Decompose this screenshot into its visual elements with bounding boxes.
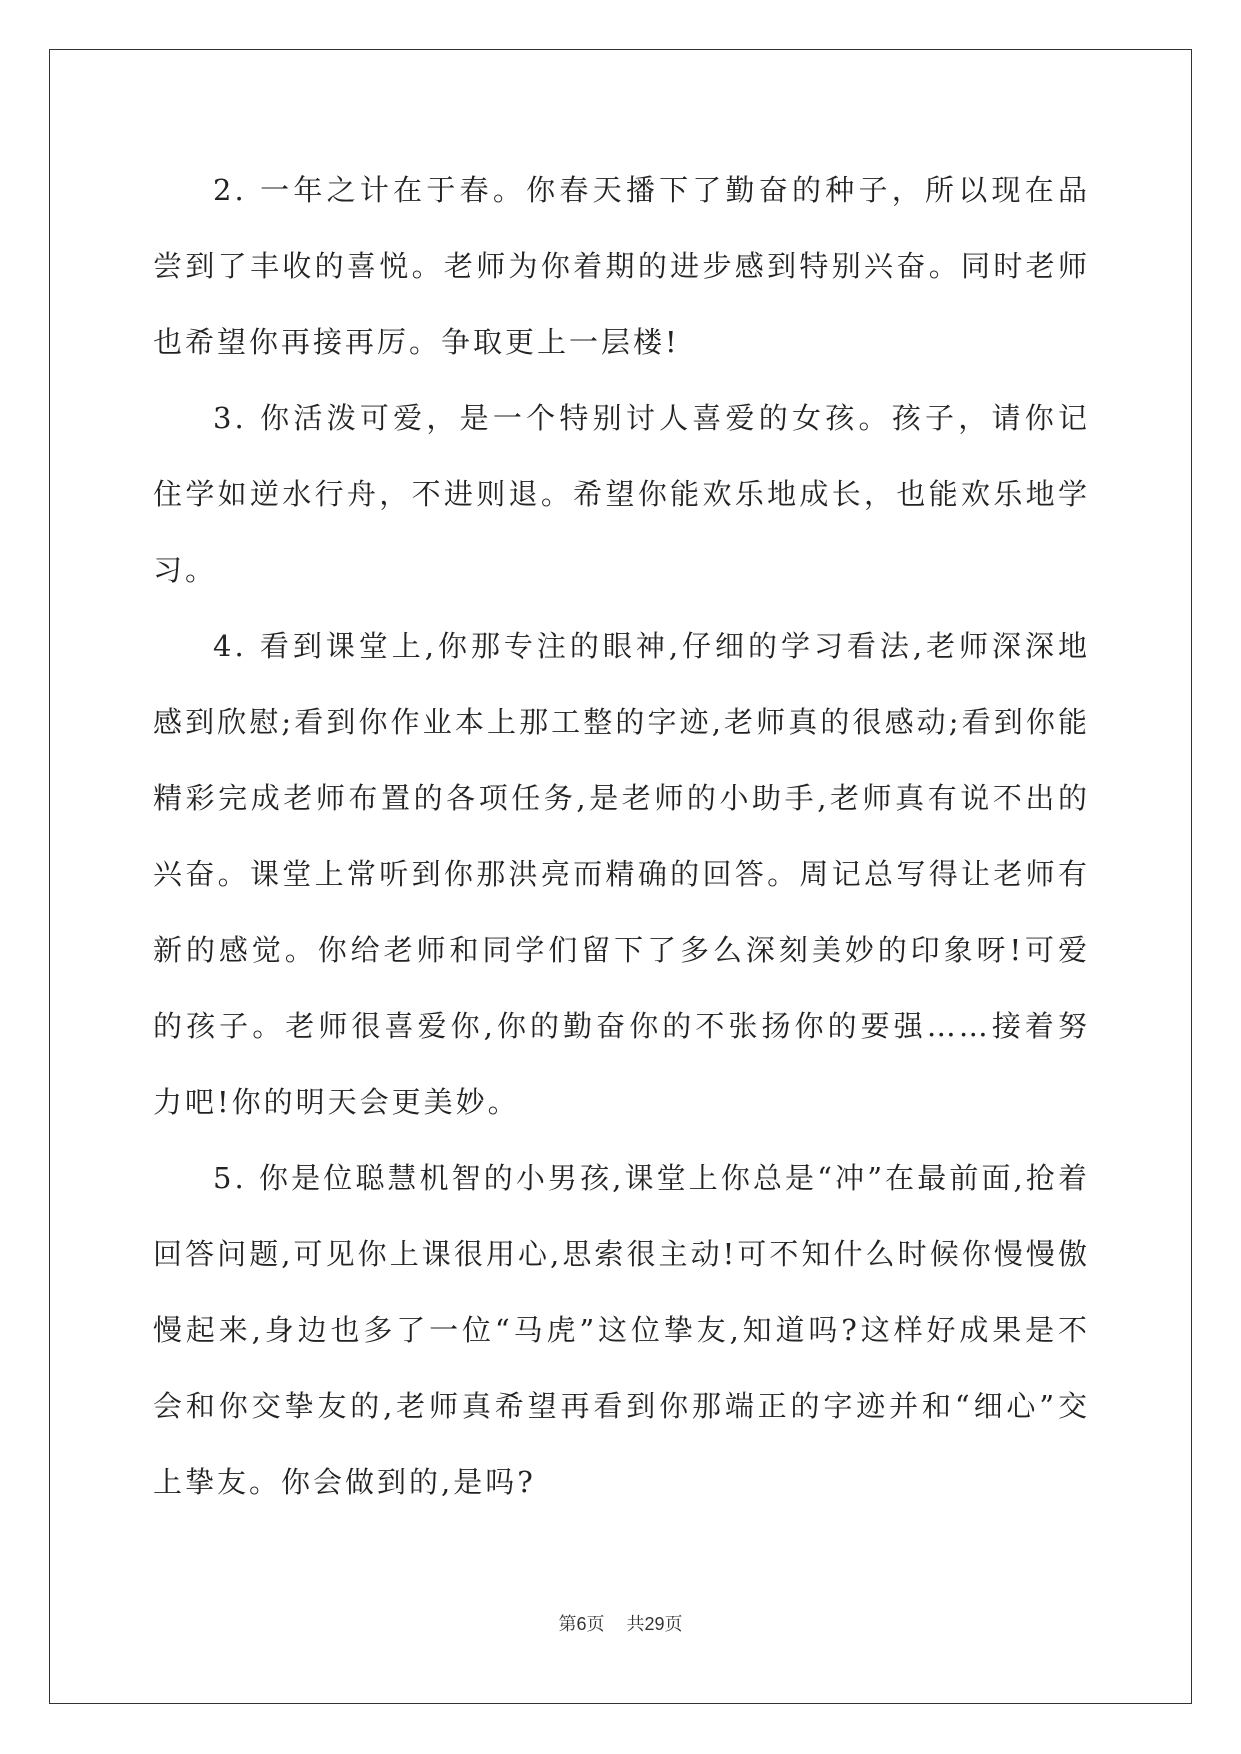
paragraph-4: 4. 看到课堂上,你那专注的眼神,仔细的学习看法,老师深深地感到欣慰;看到你作业本上那工整的字迹,老师真的很感动;看到你能精彩完成老师布置的各项任务,是老师的小助手,老师真有说不出的兴奋。课堂上常听到你那洪亮而精确的回答。周记总写得让老师有新的感觉。你给老师和同学们留下了多么深刻美妙的印象呀!可爱的孩子。老师很喜爱你,你的勤奋你的不张扬你的要强……接着努力吧!你的明天会更美妙。 [153,629,1090,1119]
paragraph-3: 3. 你活泼可爱，是一个特别讨人喜爱的女孩。孩子，请你记住学如逆水行舟，不进则退。希望你能欢乐地成长，也能欢乐地学习。 [153,401,1090,587]
paragraph-2: 2. 一年之计在于春。你春天播下了勤奋的种子，所以现在品尝到了丰收的喜悦。老师为你着期的进步感到特别兴奋。同时老师也希望你再接再厉。争取更上一层楼! [153,173,1090,359]
total-prefix: 共 [626,1614,645,1635]
page-total: 29 [644,1614,665,1634]
paragraph-5: 5. 你是位聪慧机智的小男孩,课堂上你总是“冲”在最前面,抢着回答问题,可见你上课很用心,思索很主动!可不知什么时候你慢慢傲慢起来,身边也多了一位“马虎”这位挚友,知道吗?这样好成果是不会和你交挚友的,老师真希望再看到你那端正的字迹并和“细心”交上挚友。你会做到的,是吗? [153,1161,1090,1499]
total-unit: 页 [664,1614,683,1635]
page-current: 6 [576,1614,587,1634]
page-footer [0,1610,1241,1636]
page-prefix: 第 [558,1614,577,1635]
page-unit: 页 [586,1614,605,1635]
document-body [153,152,1090,1520]
